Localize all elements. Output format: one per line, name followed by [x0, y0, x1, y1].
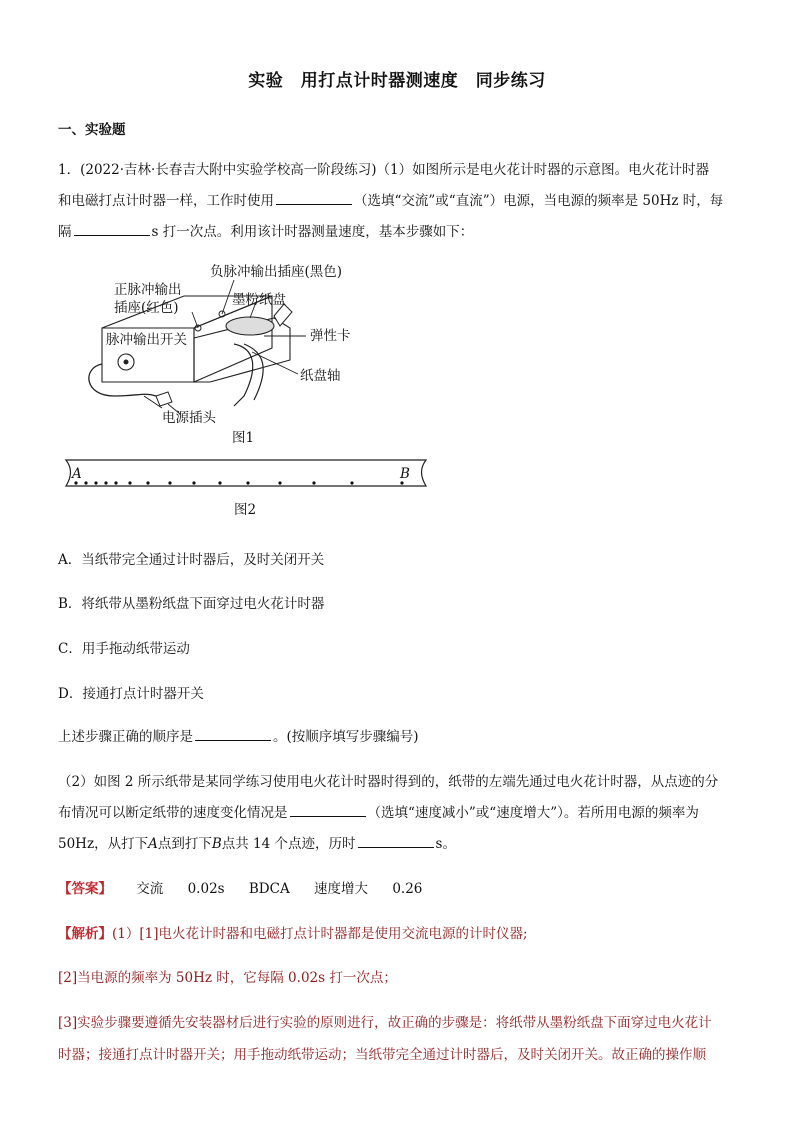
- answer-blank-4: [290, 804, 366, 817]
- answer-line: [58, 877, 442, 897]
- point-b-label: B: [400, 466, 410, 482]
- tape-dot: [114, 481, 117, 484]
- label-positive-socket-1: 正脉冲输出: [114, 282, 182, 298]
- part2-line-3-d: s。: [435, 836, 456, 852]
- label-power-plug: 电源插头: [162, 410, 216, 426]
- answer-value-2: 0.02s: [187, 881, 225, 897]
- section-heading: 一、实验题: [58, 122, 126, 138]
- figure-1-spark-timer: [84, 256, 384, 448]
- question-line-2-b: （选填“交流”或“直流”）电源，当电源的频率是 50Hz 时，每: [354, 193, 724, 209]
- tape-dot: [312, 481, 315, 484]
- answer-value-3: BDCA: [248, 881, 290, 897]
- analysis-label: 【解析】: [58, 926, 112, 942]
- analysis-line-3: [3]实验步骤要遵循先安装器材后进行实验的原则进行，故正确的步骤是：将纸带从墨粉纸盘下面穿过电火花计: [58, 1015, 712, 1031]
- tape-dot: [168, 481, 171, 484]
- question-line-2: [58, 189, 723, 209]
- question-line-1: 1．(2022·吉林·长春吉大附中实验学校高一阶段练习)（1）如图所示是电火花计时器的示意图。电火花计时器: [58, 162, 710, 178]
- part2-line-3-a: 50Hz，从打下: [58, 836, 149, 852]
- label-negative-socket: 负脉冲输出插座(黑色): [210, 264, 343, 280]
- part2-line-2-a: 布情况可以断定纸带的速度变化情况是: [58, 805, 288, 821]
- order-text-b: 。(按顺序填写步骤编号): [273, 729, 419, 745]
- tape-dot: [278, 481, 281, 484]
- label-positive-socket-2: 插座(红色): [114, 300, 179, 316]
- part2-point-a: A: [148, 836, 158, 852]
- label-elastic-clip: 弹性卡: [310, 328, 351, 344]
- part2-point-b: B: [211, 836, 222, 852]
- answer-value-4: 速度增大: [314, 881, 369, 897]
- answer-value-1: 交流: [136, 881, 164, 897]
- tape-dot: [246, 481, 249, 484]
- part2-line-1: （2）如图 2 所示纸带是某同学练习使用电火花计时器时得到的，纸带的左端先通过电火花计时器，从点迹的分: [58, 774, 719, 790]
- part2-line-2: [58, 801, 699, 821]
- tape-dots: [74, 481, 403, 484]
- label-toner-disc: 墨粉纸盘: [232, 292, 286, 308]
- tape-dot: [218, 481, 221, 484]
- question-line-2-a: 和电磁打点计时器一样，工作时使用: [58, 193, 274, 209]
- answer-blank-3: [195, 728, 271, 741]
- tape-dot: [84, 481, 87, 484]
- part2-line-3-c: 点共 14 个点迹，历时: [221, 836, 356, 852]
- analysis-line-2: [2]当电源的频率为 50Hz 时，它每隔 0.02s 打一次点；: [58, 970, 397, 986]
- order-question: [58, 725, 419, 745]
- tape-dot: [128, 481, 131, 484]
- analysis-text-1: (1）[1]电火花计时器和电磁打点计时器都是使用交流电源的计时仪器;: [112, 926, 528, 942]
- tape-dot: [192, 481, 195, 484]
- answer-blank-5: [358, 835, 434, 848]
- part2-line-2-b: （选填“速度减小”或“速度增大”）。若所用电源的频率为: [367, 805, 699, 821]
- step-c: C．用手拖动纸带运动: [58, 641, 190, 657]
- point-a-label: A: [72, 466, 82, 482]
- part2-line-3-b: 点到打下: [157, 836, 212, 852]
- answer-blank-1: [276, 192, 352, 205]
- answer-label: 【答案】: [58, 881, 112, 897]
- figure-2-caption: 图2: [234, 502, 257, 518]
- question-line-3-b: s 打一次点。利用该计时器测量速度，基本步骤如下：: [151, 224, 474, 240]
- step-a: A．当纸带完全通过计时器后，及时关闭开关: [58, 552, 325, 568]
- question-line-3-a: 隔: [58, 224, 72, 240]
- figure-2-paper-tape: [58, 454, 438, 520]
- analysis-line-1: [58, 922, 528, 942]
- question-line-3: [58, 220, 473, 240]
- part2-line-3: [58, 832, 456, 852]
- tape-dot: [94, 481, 97, 484]
- step-b: B．将纸带从墨粉纸盘下面穿过电火花计时器: [58, 596, 325, 612]
- figure-1-caption: 图1: [232, 430, 255, 446]
- order-text-a: 上述步骤正确的顺序是: [58, 729, 193, 745]
- step-d: D．接通打点计时器开关: [58, 686, 204, 702]
- tape-dot: [104, 481, 107, 484]
- label-disc-axis: 纸盘轴: [300, 368, 341, 384]
- toner-disc-shape: [226, 317, 274, 335]
- answer-value-5: 0.26: [392, 881, 423, 897]
- tape-dot: [350, 481, 353, 484]
- answer-blank-2: [74, 223, 150, 236]
- tape-dot: [146, 481, 149, 484]
- label-output-switch: 脉冲输出开关: [106, 332, 187, 348]
- analysis-line-4: 时器；接通打点计时器开关；用手拖动纸带运动；当纸带完全通过计时器后，及时关闭开关。故正确的操作顺: [58, 1047, 706, 1063]
- page-title: 实验 用打点计时器测速度 同步练习: [248, 71, 546, 91]
